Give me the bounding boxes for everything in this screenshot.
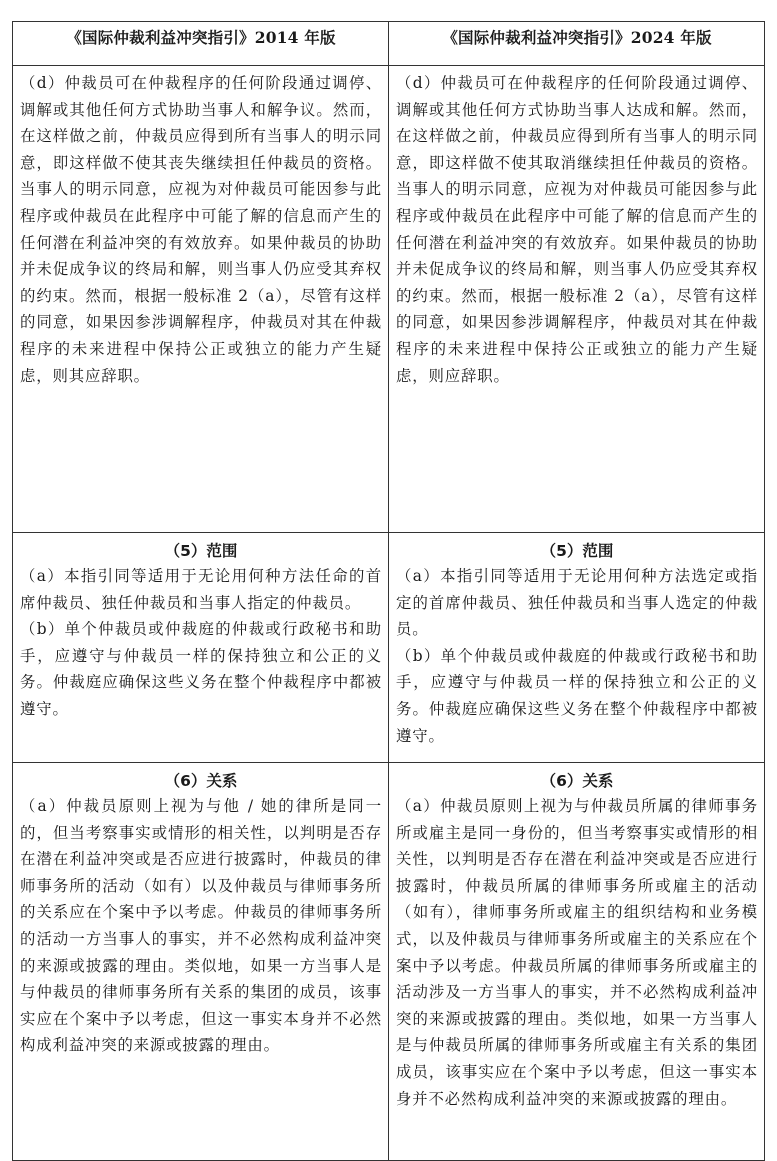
row-section-5 bbox=[13, 533, 765, 763]
cell-d-2024 bbox=[389, 66, 765, 533]
cell-d-2014 bbox=[13, 66, 389, 533]
section-5-title-2014: （5）范围 bbox=[164, 542, 238, 560]
row-paragraph-d bbox=[13, 66, 765, 533]
header-2014: 《国际仲裁利益冲突指引》2014 年版 bbox=[13, 22, 389, 66]
header-2024: 《国际仲裁利益冲突指引》2024 年版 bbox=[389, 22, 765, 66]
row-section-6 bbox=[13, 763, 765, 1161]
paragraph-5b-2014: （b）单个仲裁员或仲裁庭的仲裁或行政秘书和助手，应遵守与仲裁员一样的保持独立和公正的义务。仲裁庭应确保这些义务在整个仲裁程序中都被遵守。 bbox=[20, 620, 382, 718]
section-6-title-2014: （6）关系 bbox=[164, 772, 238, 790]
header-row bbox=[13, 22, 765, 66]
paragraph-5a-2024: （a）本指引同等适用于无论用何种方法选定或指定的首席仲裁员、独任仲裁员和当事人选定的仲裁员。 bbox=[396, 567, 758, 639]
cell-6-2014 bbox=[13, 763, 389, 1161]
section-6-title-2024: （6）关系 bbox=[540, 772, 614, 790]
paragraph-6a-2014: （a）仲裁员原则上视为与他 / 她的律所是同一的，但当考察事实或情形的相关性，以判明是否存在潜在利益冲突或是否应进行披露时，仲裁员的律师事务所的活动（如有）以及仲裁员与律师事务所的关系应在个案中予以考虑。仲裁员的律师事务所的活动一方当事人的事实，并不必然构成利益冲突的来源或披露的理由。类似地，如果一方当事人是与仲裁员的律师事务所有关系的集团的成员，该事实应在个案中予以考虑，但这一事实本身并不必然构成利益冲突的来源或披露的理由。 bbox=[20, 797, 382, 1055]
paragraph-d-2014: （d）仲裁员可在仲裁程序的任何阶段通过调停、调解或其他任何方式协助当事人和解争议。然而，在这样做之前，仲裁员应得到所有当事人的明示同意，即这样做不使其丧失继续担任仲裁员的资格。当事人的明示同意，应视为对仲裁员可能因参与此程序或仲裁员在此程序中可能了解的信息而产生的任何潜在利益冲突的有效放弃。如果仲裁员的协助并未促成争议的终局和解，则当事人仍应受其弃权的约束。然而，根据一般标准 2（a），尽管有这样的同意，如果因参涉调解程序，仲裁员对其在仲裁程序的未来进程中保持公正或独立的能力产生疑虑，则其应辞职。 bbox=[20, 74, 382, 385]
comparison-page bbox=[12, 21, 765, 1161]
cell-5-2024 bbox=[389, 533, 765, 763]
comparison-table bbox=[12, 21, 765, 1161]
paragraph-5b-2024: （b）单个仲裁员或仲裁庭的仲裁或行政秘书和助手，应遵守与仲裁员一样的保持独立和公正的义务。仲裁庭应确保这些义务在整个仲裁程序中都被遵守。 bbox=[396, 646, 758, 745]
cell-6-2024 bbox=[389, 763, 765, 1161]
section-5-title-2024: （5）范围 bbox=[540, 542, 614, 560]
paragraph-5a-2014: （a）本指引同等适用于无论用何种方法任命的首席仲裁员、独任仲裁员和当事人指定的仲裁员。 bbox=[20, 567, 382, 612]
cell-5-2014 bbox=[13, 533, 389, 763]
paragraph-6a-2024: （a）仲裁员原则上视为与仲裁员所属的律师事务所或雇主是同一身份的，但当考察事实或情形的相关性，以判明是否存在潜在利益冲突或是否应进行披露时，仲裁员所属的律师事务所或雇主的活动（如有），律师事务所或雇主的组织结构和业务模式，以及仲裁员与律师事务所或雇主的关系应在个案中予以考虑。仲裁员所属的律师事务所或雇主的活动涉及一方当事人的事实，并不必然构成利益冲突的来源或披露的理由。类似地，如果一方当事人是与仲裁员所属的律师事务所或雇主有关系的集团成员，该事实应在个案中予以考虑，但这一事实本身并不必然构成利益冲突的来源或披露的理由。 bbox=[396, 797, 758, 1108]
paragraph-d-2024: （d）仲裁员可在仲裁程序的任何阶段通过调停、调解或其他任何方式协助当事人达成和解。然而，在这样做之前，仲裁员应得到所有当事人的明示同意，即这样做不使其取消继续担任仲裁员的资格。当事人的明示同意，应视为对仲裁员可能因参与此程序或仲裁员在此程序中可能了解的信息而产生的任何潜在利益冲突的有效放弃。如果仲裁员的协助并未促成争议的终局和解，则当事人仍应受其弃权的约束。然而，根据一般标准 2（a），尽管有这样的同意，如果因参涉调解程序，仲裁员对其在仲裁程序的未来进程中保持公正或独立的能力产生疑虑，则应辞职。 bbox=[396, 74, 758, 385]
